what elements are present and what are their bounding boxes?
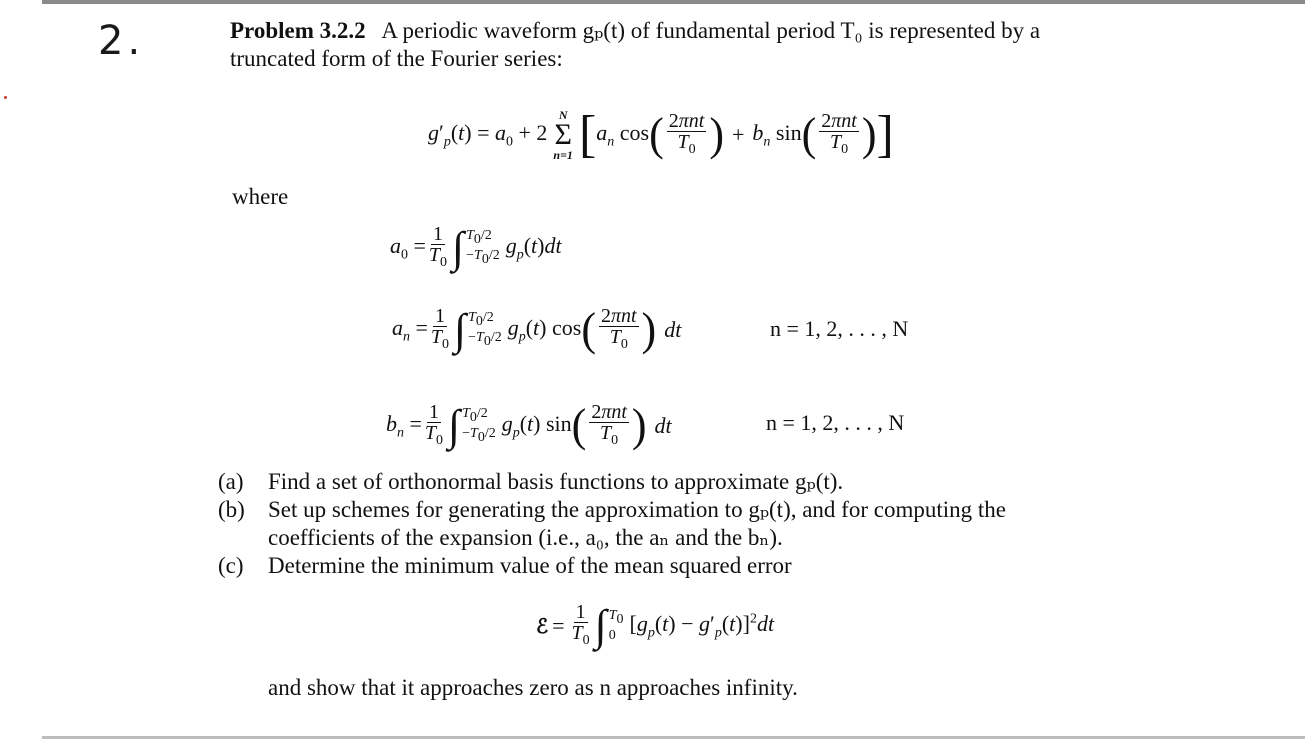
- page-top-border: [42, 0, 1305, 4]
- handwritten-problem-number: 2.: [98, 18, 145, 64]
- problem-label: Problem 3.2.2: [230, 18, 366, 43]
- problem-statement-line-1: [230, 18, 1040, 44]
- bn-equation: $b_n$ = $\frac{1}{T_0}$ ∫ $T_0/2$ $-T_0/2$ $g_p(t)$ sin ( $\frac{\text{2πnt}}{T_0}$ ) dt: [386, 399, 672, 452]
- a0-equation: $a_0$ = $\frac{1}{T_0}$ ∫ $T_0/2$ $-T_0/2$ $g_p(t)dt$: [390, 222, 562, 272]
- fourier-series-equation: $g'_p(t) = a_0 + 2$ N Σ n=1 [ $a_n$ cos ( $\frac{\text{2πnt}}{T_0}$ ) + $b_n$ sin ( $\frac{\text{2πnt}}{T_0}$ ) ]: [428, 106, 894, 163]
- part-c: [218, 553, 792, 579]
- part-b: [218, 497, 1006, 523]
- red-mark: [4, 96, 7, 99]
- an-equation: $a_n$ = $\frac{1}{T_0}$ ∫ $T_0/2$ $-T_0/2$ $g_p(t)$ cos ( $\frac{\text{2πnt}}{T_0}$ ) dt: [392, 303, 682, 356]
- problem-statement-line-2: truncated form of the Fourier series:: [230, 46, 563, 71]
- page-bottom-border: [42, 736, 1305, 739]
- conclusion-text: and show that it approaches zero as n approaches infinity.: [268, 675, 798, 700]
- part-b-continuation: coefficients of the expansion (i.e., a₀, the aₙ and the bₙ).: [268, 525, 783, 550]
- part-b-label: (b): [218, 497, 245, 522]
- an-range: n = 1, 2, . . . , N: [770, 316, 909, 341]
- part-b-text: Set up schemes for generating the approximation to gₚ(t), and for computing the: [268, 497, 1006, 522]
- part-a-text: Find a set of orthonormal basis functions to approximate gₚ(t).: [268, 469, 844, 494]
- part-c-label: (c): [218, 553, 244, 578]
- where-label: where: [232, 184, 289, 209]
- mse-equation: ℰ = $\frac{1}{T_0}$ ∫ $T_0$ 0 $[g_p(t) - g'_p(t)]^2dt$: [536, 600, 775, 650]
- part-a-label: (a): [218, 469, 244, 494]
- part-a: [218, 469, 843, 495]
- part-c-text: Determine the minimum value of the mean squared error: [268, 553, 792, 578]
- bn-range: n = 1, 2, . . . , N: [766, 410, 905, 435]
- problem-text-line-1: A periodic waveform gₚ(t) of fundamental period T₀ is represented by a: [381, 18, 1041, 43]
